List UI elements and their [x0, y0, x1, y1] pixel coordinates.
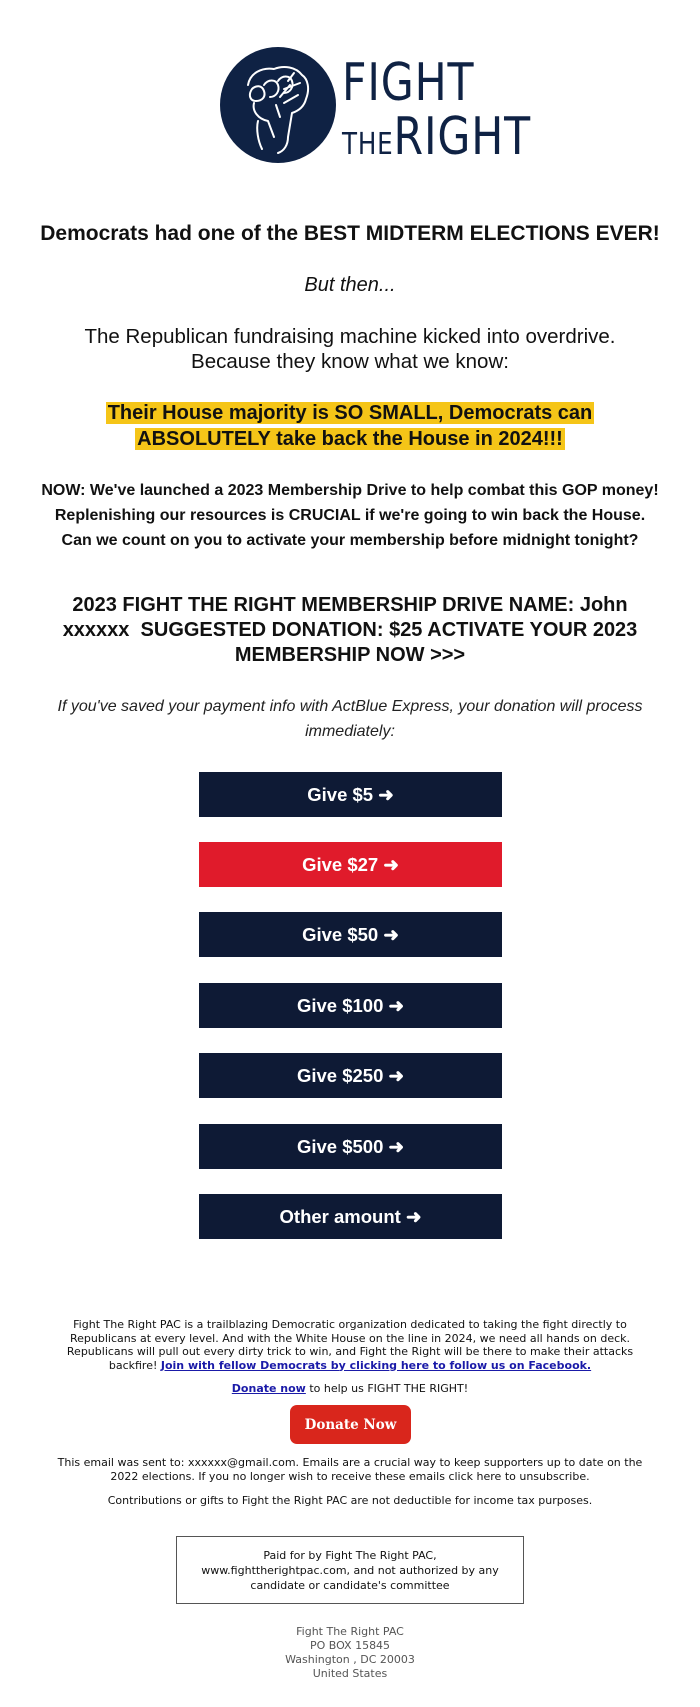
highlight-line-1: Their House majority is SO SMALL, Democrats can: [107, 402, 593, 424]
donate-line-suffix: to help us FIGHT THE RIGHT!: [305, 1382, 469, 1395]
tax-disclaimer: Contributions or gifts to Fight the Right PAC are not deductible for income tax purposes.: [107, 1494, 593, 1507]
fight-the-right-logo[interactable]: [218, 45, 531, 169]
facebook-link[interactable]: Join with fellow Democrats by clicking here to follow us on Facebook.: [160, 1358, 592, 1372]
give-250-button[interactable]: Give $250 ➜: [199, 1053, 502, 1098]
give-5-button[interactable]: Give $5 ➜: [199, 772, 502, 817]
but-then-text: But then...: [304, 274, 396, 296]
about-paragraph: [55, 1318, 645, 1372]
about-text: Fight The Right PAC is a trailblazing Democratic organization dedicated to taking the fight directly to Republicans at every level. And with the White House on the line in 2024, we need all hands on deck. Republicans will pull out every dirty trick to win, and Fight the Right will be there to make their attacks backfire!: [66, 1318, 634, 1372]
sent-to-notice[interactable]: This email was sent to: xxxxxx@gmail.com. Emails are a crucial way to keep supporters up to date on the 2022 elections. If you no longer wish to receive these emails click here to unsubscribe.: [57, 1456, 643, 1483]
membership-drive-callout[interactable]: [40, 593, 660, 668]
machine-line-1: The Republican fundraising machine kicked into overdrive.: [84, 325, 616, 348]
machine-text: [40, 324, 660, 374]
give-100-button[interactable]: Give $100 ➜: [199, 983, 502, 1028]
other-amount-button[interactable]: Other amount ➜: [199, 1194, 502, 1239]
membership-drive-paragraph: NOW: We've launched a 2023 Membership Drive to help combat this GOP money! Replenishing our resources is CRUCIAL if we're going to win back the House. Can we count on you to activate your membership before midnight tonight?: [41, 482, 659, 549]
headline: Democrats had one of the BEST MIDTERM ELECTIONS EVER!: [40, 222, 660, 245]
address-line-1: Fight The Right PAC: [296, 1625, 404, 1638]
give-500-button[interactable]: Give $500 ➜: [199, 1124, 502, 1169]
machine-line-2: Because they know what we know:: [191, 350, 509, 373]
give-50-button[interactable]: Give $50 ➜: [199, 912, 502, 957]
drive-line-3: MEMBERSHIP NOW >>>: [234, 644, 466, 666]
logo-word-the: THE: [342, 127, 394, 162]
actblue-note: If you've saved your payment info with ActBlue Express, your donation will process immediately:: [57, 698, 643, 740]
logo-wordmark: [342, 53, 572, 167]
fist-icon: [218, 45, 338, 165]
address-line-3: Washington , DC 20003: [285, 1653, 415, 1666]
give-27-button[interactable]: Give $27 ➜: [199, 842, 502, 887]
logo-word-fight: FIGHT: [342, 53, 475, 113]
donate-now-link[interactable]: Donate now: [231, 1382, 306, 1395]
donate-line: [55, 1382, 645, 1396]
address-line-2: PO BOX 15845: [309, 1639, 391, 1652]
logo-word-the-right: [342, 107, 531, 167]
address-line-4: United States: [312, 1667, 388, 1680]
donate-now-button[interactable]: Donate Now: [290, 1405, 411, 1444]
drive-line-1: 2023 FIGHT THE RIGHT MEMBERSHIP DRIVE NAME: John: [72, 594, 628, 616]
drive-line-2: xxxxxx SUGGESTED DONATION: $25 ACTIVATE YOUR 2023: [62, 619, 638, 641]
paid-for-box: [176, 1536, 524, 1604]
highlight-line-2: ABSOLUTELY take back the House in 2024!!!: [137, 428, 563, 450]
mailing-address: [200, 1625, 500, 1681]
logo-word-right: RIGHT: [393, 107, 531, 167]
paid-for-text: Paid for by Fight The Right PAC, www.fighttherightpac.com, and not authorized by any candidate or candidate's committee: [201, 1548, 499, 1592]
highlighted-message: [40, 400, 660, 452]
